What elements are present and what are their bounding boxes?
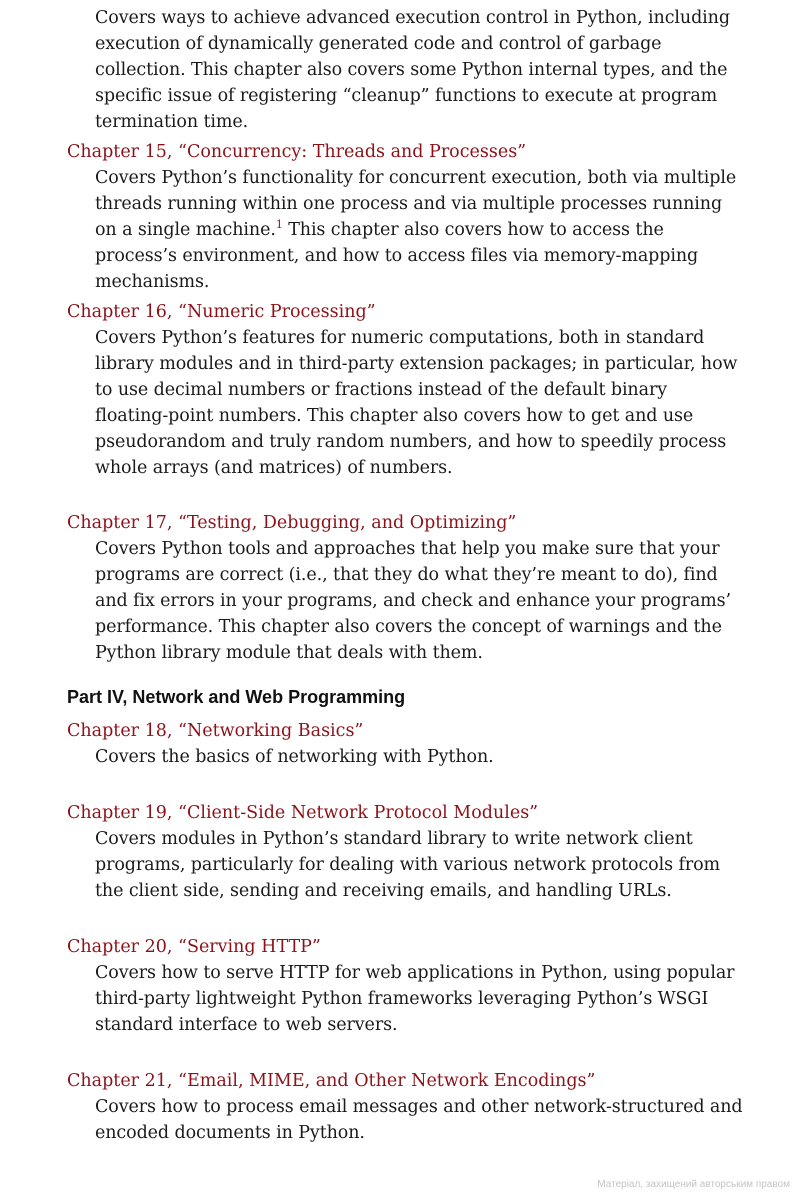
chapter-19-title: Chapter 19, “Client-Side Network Protocol Modules” xyxy=(67,803,539,823)
chapter-20-description: Covers how to serve HTTP for web applications in Python, using popular third-party lightweight Python frameworks leveraging Python’s WSGI standard interface to web servers. xyxy=(95,963,735,1035)
copyright-watermark: Матеріал, захищений авторським правом xyxy=(597,1179,790,1190)
chapter-21-title: Chapter 21, “Email, MIME, and Other Network Encodings” xyxy=(67,1071,596,1091)
chapter-17-description: Covers Python tools and approaches that help you make sure that your programs are correct (i.e., that they do what they’re meant to do), find and fix errors in your programs, and check and enhance your programs’ performance. This chapter also covers the concept of warnings and the Python library module that deals with them. xyxy=(95,539,731,663)
chapter-21-description: Covers how to process email messages and other network-structured and encoded documents in Python. xyxy=(95,1097,743,1143)
chapter-17-title: Chapter 17, “Testing, Debugging, and Optimizing” xyxy=(67,513,517,533)
chapter-15-description-text: Covers Python’s functionality for concurrent execution, both via multiple threads running within one process and via multiple processes running on a single machine. xyxy=(95,168,737,240)
chapter-14-description: Covers ways to achieve advanced execution control in Python, including execution of dynamically generated code and control of garbage collection. This chapter also covers some Python internal types, and the specific issue of registering “cleanup” functions to execute at program termination time. xyxy=(95,8,730,132)
chapter-15-title: Chapter 15, “Concurrency: Threads and Processes” xyxy=(67,142,527,162)
chapter-16-title: Chapter 16, “Numeric Processing” xyxy=(67,302,376,322)
chapter-19-description: Covers modules in Python’s standard library to write network client programs, particularly for dealing with various network protocols from the client side, sending and receiving emails, and handling URLs. xyxy=(95,829,721,901)
chapter-18-description: Covers the basics of networking with Python. xyxy=(95,747,494,767)
chapter-18-title: Chapter 18, “Networking Basics” xyxy=(67,721,364,741)
footnote-marker[interactable]: 1 xyxy=(275,218,283,232)
chapter-20-title: Chapter 20, “Serving HTTP” xyxy=(67,937,321,957)
part-heading: Part IV, Network and Web Programming xyxy=(67,687,406,707)
chapter-15-description-text-continued: This chapter also covers how to access the process’s environment, and how to access files via memory-mapping mechanisms. xyxy=(95,220,699,292)
chapter-16-description: Covers Python’s features for numeric computations, both in standard library modules and in third-party extension packages; in particular, how to use decimal numbers or fractions instead of the default binary floating-point numbers. This chapter also covers how to get and use pseudorandom and truly random numbers, and how to speedily process whole arrays (and matrices) of numbers. xyxy=(95,328,738,478)
chapter-15-description xyxy=(95,165,745,295)
